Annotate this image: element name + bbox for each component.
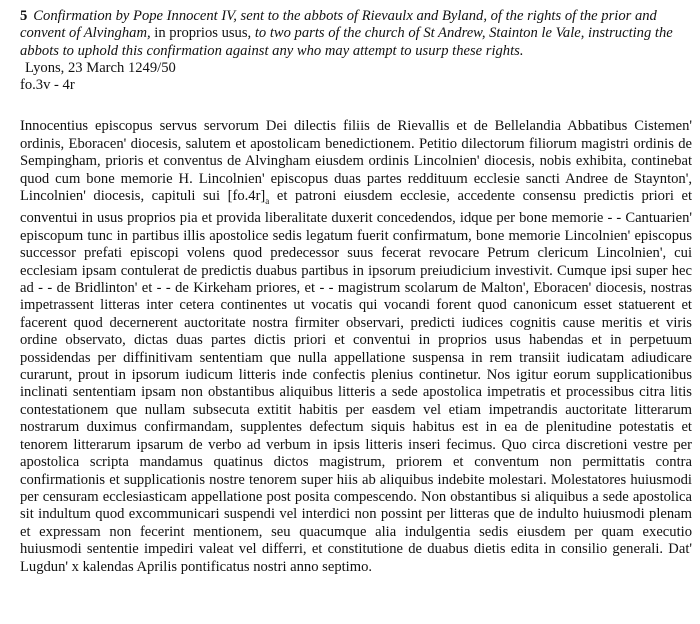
charter-text (20, 118, 692, 575)
entry-number: 5 (20, 8, 28, 24)
entry-title-italic-2: to two parts of the church of St Andrew, Stainton le Vale, instructing the abbots to uphold this confirmation against any who may attempt to usurp these rights. (20, 25, 673, 59)
entry-header (20, 8, 692, 60)
folio-reference: fo.3v - 4r (20, 77, 75, 94)
charter-text-part-2: et patroni eiusdem ecclesie, accedente consensu predictis priori et conventui in usus proprios pia et provida liberalitate duxerit concedendos, idque per bone memorie - - Cantuarien' episcopum tunc in partibus illis apostolice sedis legatum fuerit confirmatum, bone memorie Lincolnien' episcopus successor prefati episcopi volens quod predecessor suus fecerat revocare Petrum clericum Lincolnien', cui ecclesiam ipsam contulerat de predictis duabus partibus in ipsorum preiudicium investivit. Cumque ipsi super hec ad - - de Bridlinton' et - - de Kirkeham priores, et - - magistrum scolarum de Malton', Eboracen' diocesis, nostras impetrassent litteras inter cetera continentes ut vocatis qui vocandi forent quod canonicum esset statuerent et facerent quod decernerent auctoritate nostra firmiter observari, predicti iudices cognitis cause meritis et viris ordine observato, dictas duas partes dictis priori et conventui in proprios usus habendas et in perpetuum possidendas per diffinitivam sententiam que nulla appellatione suspensa in rem transiit iudicatam adiudicare curarunt, prout in ipsorum iudicum litteris inde confectis plenius continetur. Nos igitur eorum supplicationibus inclinati sententiam ipsam non obstantibus aliquibus litteris a sede apostolica impetratis et processibus citra litis contestationem que nullam subsecuta extitit habitis per easdem vel etiam impetrandis auctoritate litterarum nostrarum duximus confirmandam, supplentes defectum siquis habitus est in ea de plenitudine potestatis et tenorem litterarum ipsarum de verbo ad verbum in ipsis litteris inseri fecimus. Quo circa discretioni vestre per apostolica scripta mandamus quatinus dictos magistrum, priorem et conventum non permittatis contra confirmationis et supplicationis nostre tenorem super hiis ab aliquibus indebite molestari. Molestatores huiusmodi per censuram ecclesiasticam appellatione post posita compescendo. Non obstantibus si aliquibus a sede apostolica sit indultum quod excommunicari suspendi vel interdici non possint per litteras que de indulto huiusmodi plenam et expressam non fecerint mentionem, seu quacumque alia indulgentia sedis eiusdem per quam executio huiusmodi sententie impediri valeat vel differri, et constitutione de duabus dietis edita in consilio generali. Dat' Lugdun' x kalendas Aprilis pontificatus nostri anno septimo. (20, 188, 692, 575)
footnote-marker: a (265, 196, 270, 207)
charter-text-part-1: Innocentius episcopus servus servorum Dei dilectis filiis de Rievallis et de Bellelandia Abbatibus Cistemen' ordinis, Eboracen' diocesis, salutem et apostolicam benedictionem. Petitio dilectorum filiorum magistri ordinis de Sempingham, prioris et conventus de Alvingham eiusdem ordinis Lincolnien' diocesis, nobis exhibita, continebat quod cum bone memorie H. Lincolnien' episcopus duas partes reddituum ecclesie sancti Andree de Staynton', Lincolnien' diocesis, capituli sui [fo.4r] (20, 118, 692, 205)
entry-title-roman: in proprios usus, (150, 25, 255, 42)
place-date: Lyons, 23 March 1249/50 (25, 59, 176, 76)
document-page (20, 8, 692, 576)
entry-title-italic-1: Confirmation by Pope Innocent IV, sent to the abbots of Rievaulx and Byland, of the rights of the prior and convent of Alvingham, (20, 8, 657, 42)
